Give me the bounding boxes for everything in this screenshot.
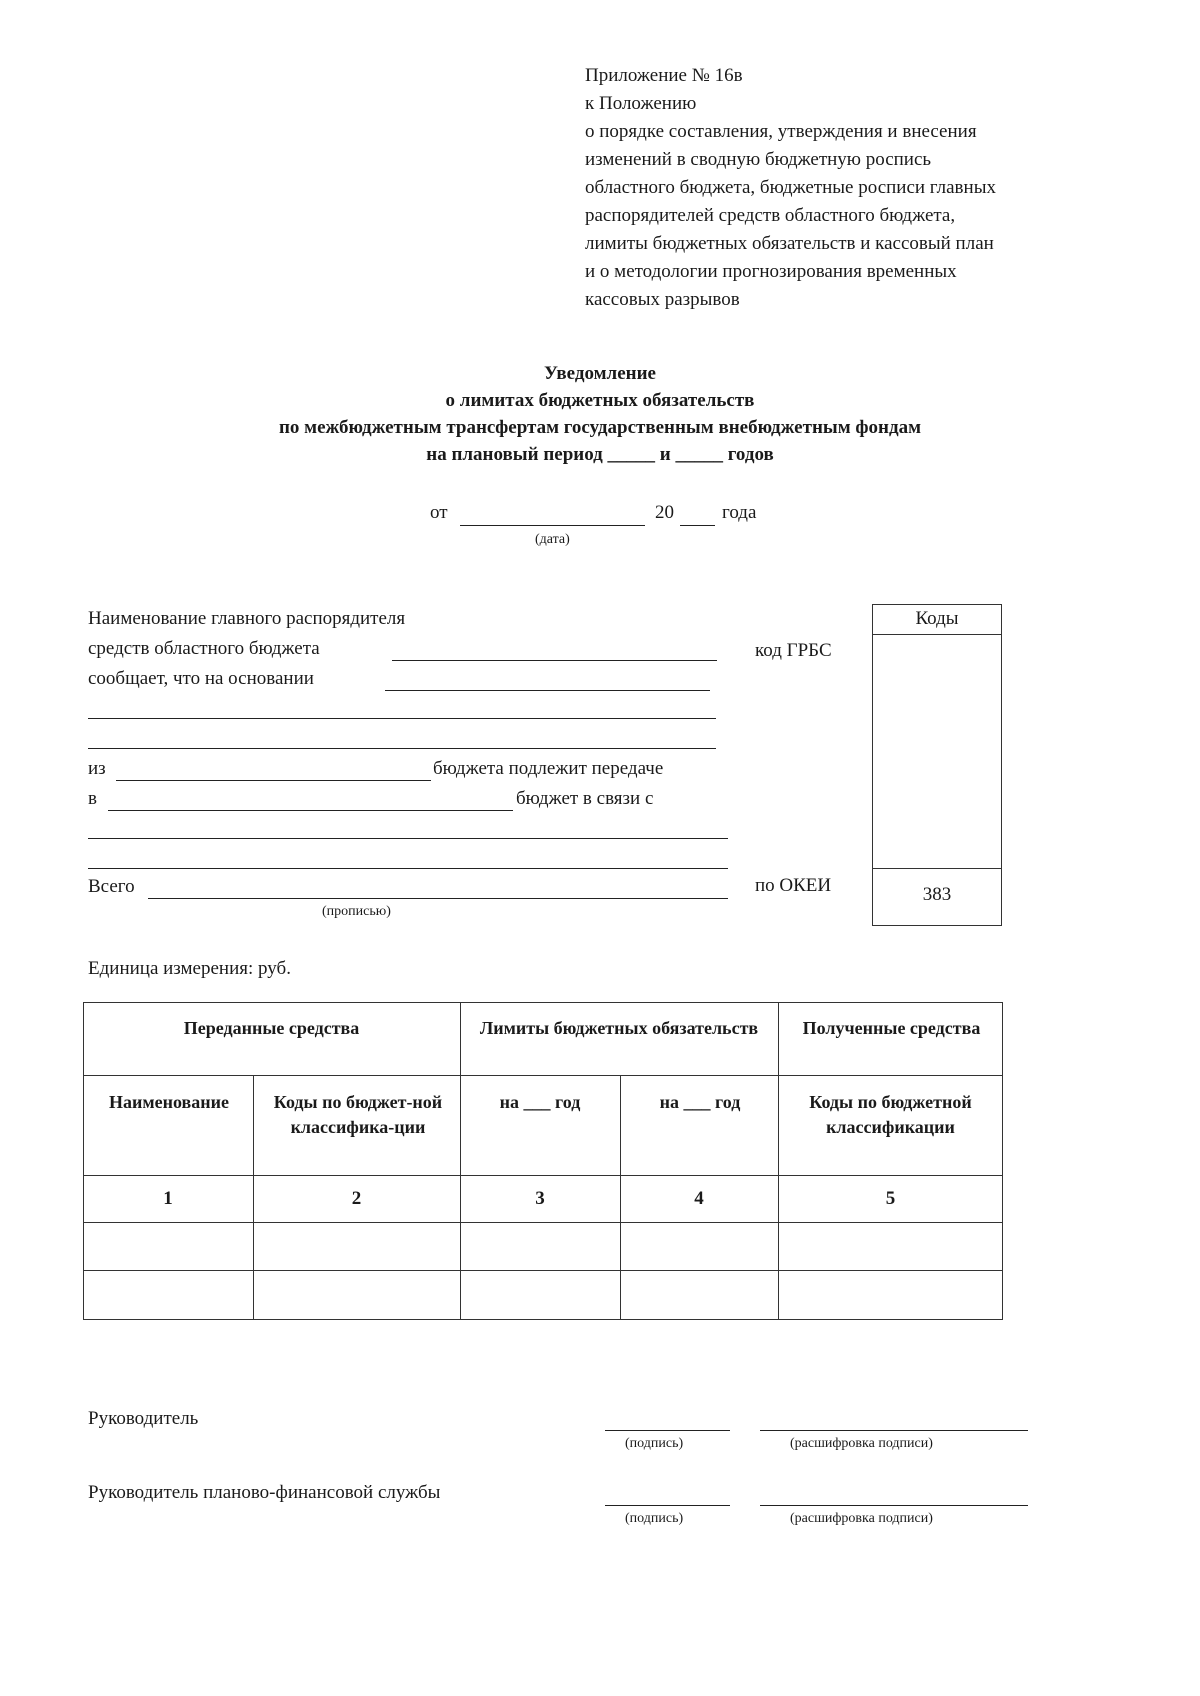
annex-line: Приложение № 16в — [585, 65, 743, 86]
document-title: Уведомление — [544, 363, 656, 384]
grbs-name-field[interactable] — [392, 660, 717, 661]
col-number: 1 — [163, 1188, 173, 1209]
basis-field[interactable] — [385, 690, 710, 691]
table-rule — [83, 1175, 1003, 1176]
okei-code-value: 383 — [922, 884, 952, 905]
annex-line: лимиты бюджетных обязательств и кассовый план — [585, 233, 994, 254]
document-subtitle: по межбюджетным трансфертам государственным внебюджетным фондам — [278, 417, 922, 438]
decode-caption: (расшифровка подписи) — [790, 1436, 933, 1451]
grbs-code-label: код ГРБС — [755, 640, 832, 661]
table-row[interactable] — [85, 1272, 1001, 1318]
col-name: Наименование — [109, 1092, 229, 1112]
annex-block — [585, 62, 996, 314]
form-grbs-label: Наименование главного распорядителя — [88, 608, 406, 629]
table-rule — [83, 1270, 1003, 1271]
table-rule — [83, 1075, 1003, 1076]
date-caption: (дата) — [535, 532, 570, 547]
codes-divider — [872, 868, 1002, 869]
document-subtitle: о лимитах бюджетных обязательств — [445, 390, 755, 411]
to-budget-label: в — [88, 788, 97, 809]
signature-caption: (подпись) — [625, 1511, 684, 1526]
table-row[interactable] — [85, 1224, 1001, 1268]
date-year-suffix: года — [722, 502, 757, 523]
grbs-code-field[interactable] — [874, 636, 1000, 866]
finance-head-signature-field[interactable] — [605, 1505, 730, 1506]
table-rule — [83, 1222, 1003, 1223]
form-basis-label: сообщает, что на основании — [88, 668, 314, 689]
form-budget-label: средств областного бюджета — [88, 638, 320, 659]
year-field[interactable] — [680, 525, 715, 526]
header-transferred: Переданные средства — [183, 1018, 360, 1038]
to-budget-field[interactable] — [108, 810, 513, 811]
decode-caption: (расшифровка подписи) — [790, 1511, 933, 1526]
header-limits: Лимиты бюджетных обязательств — [479, 1018, 759, 1038]
basis-field-continued[interactable] — [88, 748, 716, 749]
col-number: 3 — [535, 1188, 545, 1209]
annex-line: изменений в сводную бюджетную роспись — [585, 149, 932, 170]
header-received: Полученные средства — [802, 1018, 981, 1038]
head-name-field[interactable] — [760, 1430, 1028, 1431]
col-year-2: на ___ год — [659, 1092, 741, 1112]
from-budget-label: из — [88, 758, 106, 779]
from-budget-field[interactable] — [116, 780, 431, 781]
finance-head-signature-label: Руководитель планово-финансовой службы — [88, 1482, 441, 1503]
from-budget-suffix: бюджета подлежит передаче — [433, 758, 664, 779]
col-number: 5 — [885, 1188, 896, 1209]
total-caption: (прописью) — [322, 904, 391, 919]
okei-label: по ОКЕИ — [755, 875, 832, 896]
head-signature-field[interactable] — [605, 1430, 730, 1431]
date-field[interactable] — [460, 525, 645, 526]
annex-line: кассовых разрывов — [585, 289, 740, 310]
codes-divider — [872, 634, 1002, 635]
annex-line: к Положению — [585, 93, 697, 114]
unit-label: Единица измерения: руб. — [88, 958, 291, 979]
col-year-1: на ___ год — [499, 1092, 581, 1112]
finance-head-name-field[interactable] — [760, 1505, 1028, 1506]
basis-field-continued[interactable] — [88, 718, 716, 719]
head-signature-label: Руководитель — [88, 1408, 199, 1429]
annex-line: о порядке составления, утверждения и внесения — [585, 121, 977, 142]
annex-line: областного бюджета, бюджетные росписи главных — [585, 177, 996, 198]
col-number: 2 — [351, 1188, 362, 1209]
date-from-label: от — [430, 502, 448, 523]
col-codes-received: Коды по бюджетной классификации — [809, 1092, 972, 1137]
annex-line: распорядителей средств областного бюджета, — [585, 205, 956, 226]
total-in-words-field[interactable] — [148, 898, 728, 899]
annex-line: и о методологии прогнозирования временных — [585, 261, 957, 282]
total-label: Всего — [88, 876, 135, 897]
col-codes-transferred: Коды по бюджет-ной классифика-ции — [273, 1092, 443, 1137]
reason-field-continued[interactable] — [88, 868, 728, 869]
date-year-prefix: 20 — [655, 502, 674, 523]
signature-caption: (подпись) — [625, 1436, 684, 1451]
col-number: 4 — [694, 1188, 704, 1209]
reason-field[interactable] — [88, 838, 728, 839]
to-budget-suffix: бюджет в связи с — [516, 788, 654, 809]
codes-header: Коды — [915, 608, 959, 629]
document-subtitle: на плановый период _____ и _____ годов — [426, 444, 774, 465]
